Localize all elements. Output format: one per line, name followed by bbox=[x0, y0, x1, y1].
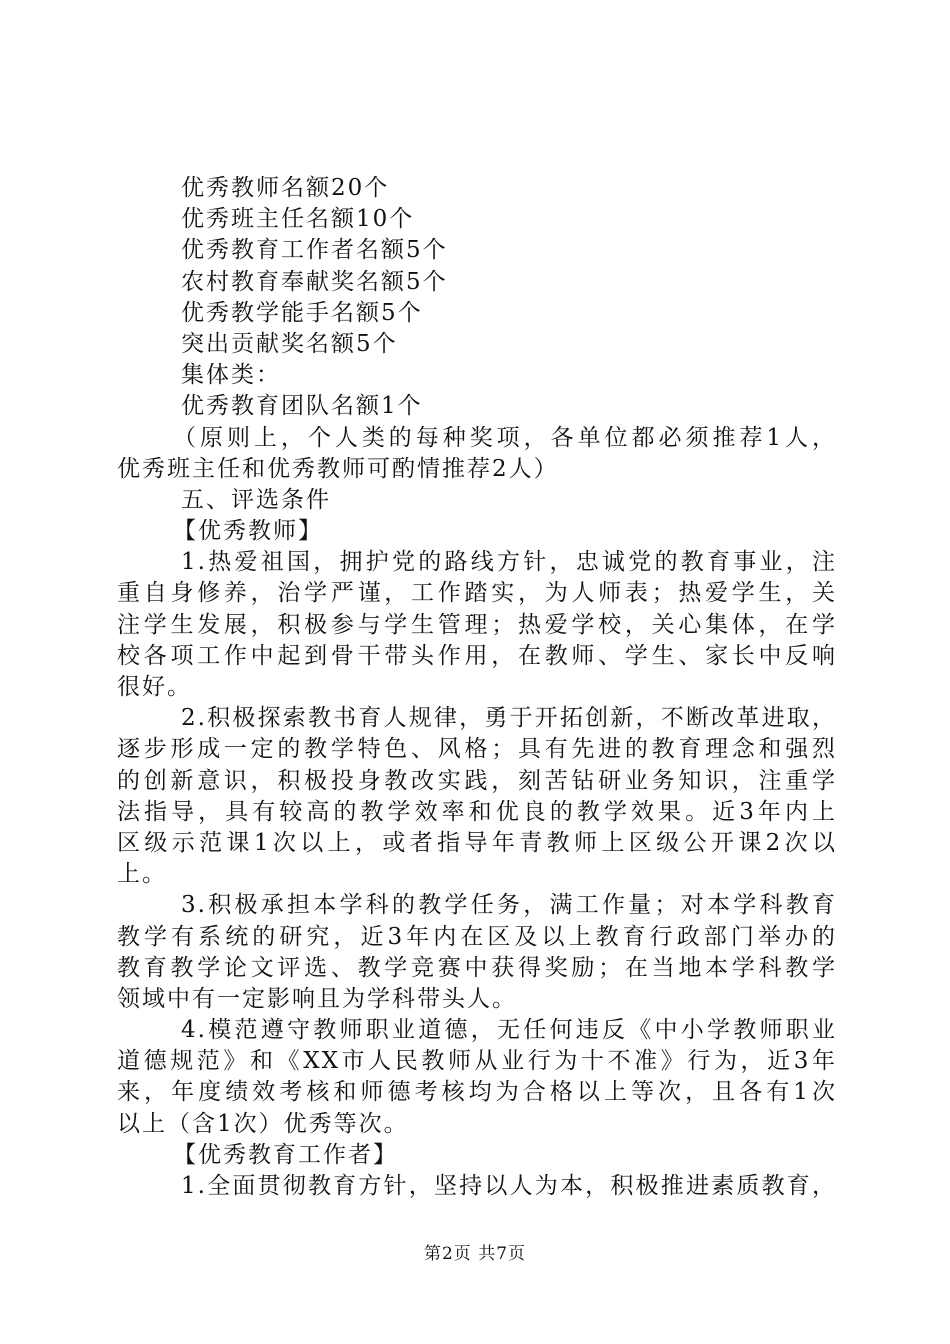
text-line: 以上（含1次）优秀等次。 bbox=[117, 1110, 409, 1137]
text-line: 逐步形成一定的教学特色、风格；具有先进的教育理念和强烈 bbox=[117, 736, 837, 763]
subsection-heading: 【优秀教育工作者】 bbox=[173, 1141, 398, 1168]
section-heading: 五、评选条件 bbox=[181, 486, 331, 513]
document-body bbox=[117, 173, 837, 1202]
text-line: 优秀班主任和优秀教师可酌情推荐2人） bbox=[117, 455, 559, 482]
text-line: 的创新意识，积极投身教改实践，刻苦钻研业务知识，注重学 bbox=[117, 767, 837, 794]
text-line: 优秀教育团队名额1个 bbox=[181, 393, 423, 420]
text-line: 1.热爱祖国，拥护党的路线方针，忠诚党的教育事业，注 bbox=[181, 549, 837, 576]
text-line: 优秀班主任名额10个 bbox=[181, 206, 415, 233]
text-line: 法指导，具有较高的教学效率和优良的教学效果。近3年内上 bbox=[117, 798, 837, 825]
text-line: 教育教学论文评选、教学竞赛中获得奖励；在当地本学科教学 bbox=[117, 954, 837, 981]
text-line: 重自身修养，治学严谨，工作踏实，为人师表；热爱学生，关 bbox=[117, 580, 837, 607]
text-line: 区级示范课1次以上，或者指导年青教师上区级公开课2次以 bbox=[117, 829, 837, 856]
text-line: 领域中有一定影响且为学科带头人。 bbox=[117, 985, 517, 1012]
text-line: 突出贡献奖名额5个 bbox=[181, 330, 398, 357]
text-line: （原则上，个人类的每种奖项，各单位都必须推荐1人， bbox=[173, 424, 837, 451]
text-line: 优秀教学能手名额5个 bbox=[181, 299, 423, 326]
page-number-footer: 第2页 共7页 bbox=[423, 1244, 527, 1264]
text-line: 3.积极承担本学科的教学任务，满工作量；对本学科教育 bbox=[181, 892, 837, 919]
text-line: 很好。 bbox=[117, 674, 192, 700]
text-line: 4.模范遵守教师职业道德，无任何违反《中小学教师职业 bbox=[181, 1017, 837, 1044]
text-line: 教学有系统的研究，近3年内在区及以上教育行政部门举办的 bbox=[117, 923, 837, 950]
text-line: 上。 bbox=[117, 861, 167, 888]
text-line: 优秀教育工作者名额5个 bbox=[181, 237, 448, 264]
subsection-heading: 【优秀教师】 bbox=[173, 518, 323, 545]
text-line: 1.全面贯彻教育方针，坚持以人为本，积极推进素质教育， bbox=[181, 1173, 837, 1199]
text-line: 来，年度绩效考核和师德考核均为合格以上等次，且各有1次 bbox=[117, 1079, 837, 1106]
text-line: 道德规范》和《XX市人民教师从业行为十不准》行为，近3年 bbox=[117, 1048, 837, 1075]
text-line: 优秀教师名额20个 bbox=[181, 175, 390, 201]
text-line: 注学生发展，积极参与学生管理；热爱学校，关心集体，在学 bbox=[117, 611, 837, 638]
text-line: 校各项工作中起到骨干带头作用，在教师、学生、家长中反响 bbox=[117, 642, 837, 669]
section-heading: 集体类： bbox=[181, 362, 281, 389]
text-line: 2.积极探索教书育人规律，勇于开拓创新，不断改革进取， bbox=[181, 705, 837, 732]
text-line: 农村教育奉献奖名额5个 bbox=[181, 268, 448, 295]
